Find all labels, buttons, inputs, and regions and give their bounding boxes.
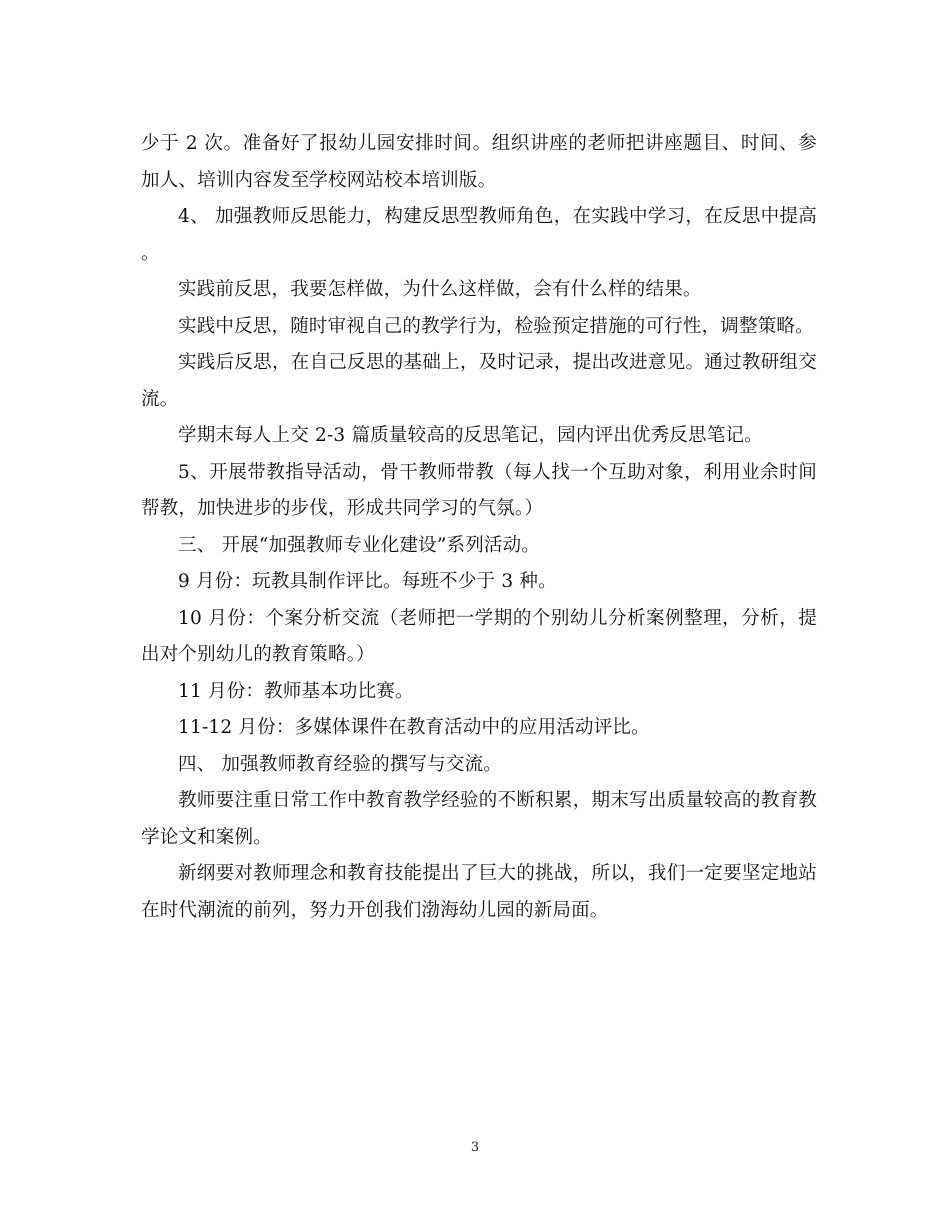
paragraph: 9 月份：玩教具制作评比。每班不少于 3 种。 — [178, 571, 557, 592]
section-heading: 三、 开展“加强教师专业化建设”系列活动。 — [178, 534, 540, 556]
paragraph: 实践中反思，随时审视自己的教学行为，检验预定措施的可行性，调整策略。 — [178, 315, 814, 337]
paragraph: 学期末每人上交 2-3 篇质量较高的反思笔记，园内评出优秀反思笔记。 — [178, 425, 763, 446]
paragraph: 11 月份：教师基本功比赛。 — [178, 680, 414, 702]
paragraph: 少于 2 次。准备好了报幼儿园安排时间。组织讲座的老师把讲座题目、时间、参加人、培训内容发至学校网站校本培训版。 — [141, 133, 817, 191]
document-body — [141, 126, 817, 929]
page-number: 3 — [470, 1140, 480, 1155]
paragraph: 10 月份：个案分析交流（老师把一学期的个别幼儿分析案例整理，分析，提出对个别幼儿的教育策略。） — [141, 607, 817, 665]
paragraph: 教师要注重日常工作中教育教学经验的不断积累，期末写出质量较高的教育教学论文和案例。 — [141, 790, 817, 848]
paragraph: 实践后反思，在自己反思的基础上，及时记录，提出改进意见。通过教研组交流。 — [141, 352, 817, 410]
paragraph: 新纲要对教师理念和教育技能提出了巨大的挑战，所以，我们一定要坚定地站在时代潮流的前列，努力开创我们渤海幼儿园的新局面。 — [141, 863, 817, 921]
paragraph: 实践前反思，我要怎样做，为什么这样做，会有什么样的结果。 — [178, 279, 702, 300]
paragraph: 5、开展带教指导活动，骨干教师带教（每人找一个互助对象，利用业余时间帮教，加快进步的步伐，形成共同学习的气氛。） — [141, 461, 817, 519]
paragraph: 11-12 月份：多媒体课件在教育活动中的应用活动评比。 — [178, 717, 650, 738]
section-heading: 四、 加强教师教育经验的撰写与交流。 — [178, 753, 502, 775]
paragraph: 4、 加强教师反思能力，构建反思型教师角色，在实践中学习，在反思中提高。 — [141, 206, 817, 264]
